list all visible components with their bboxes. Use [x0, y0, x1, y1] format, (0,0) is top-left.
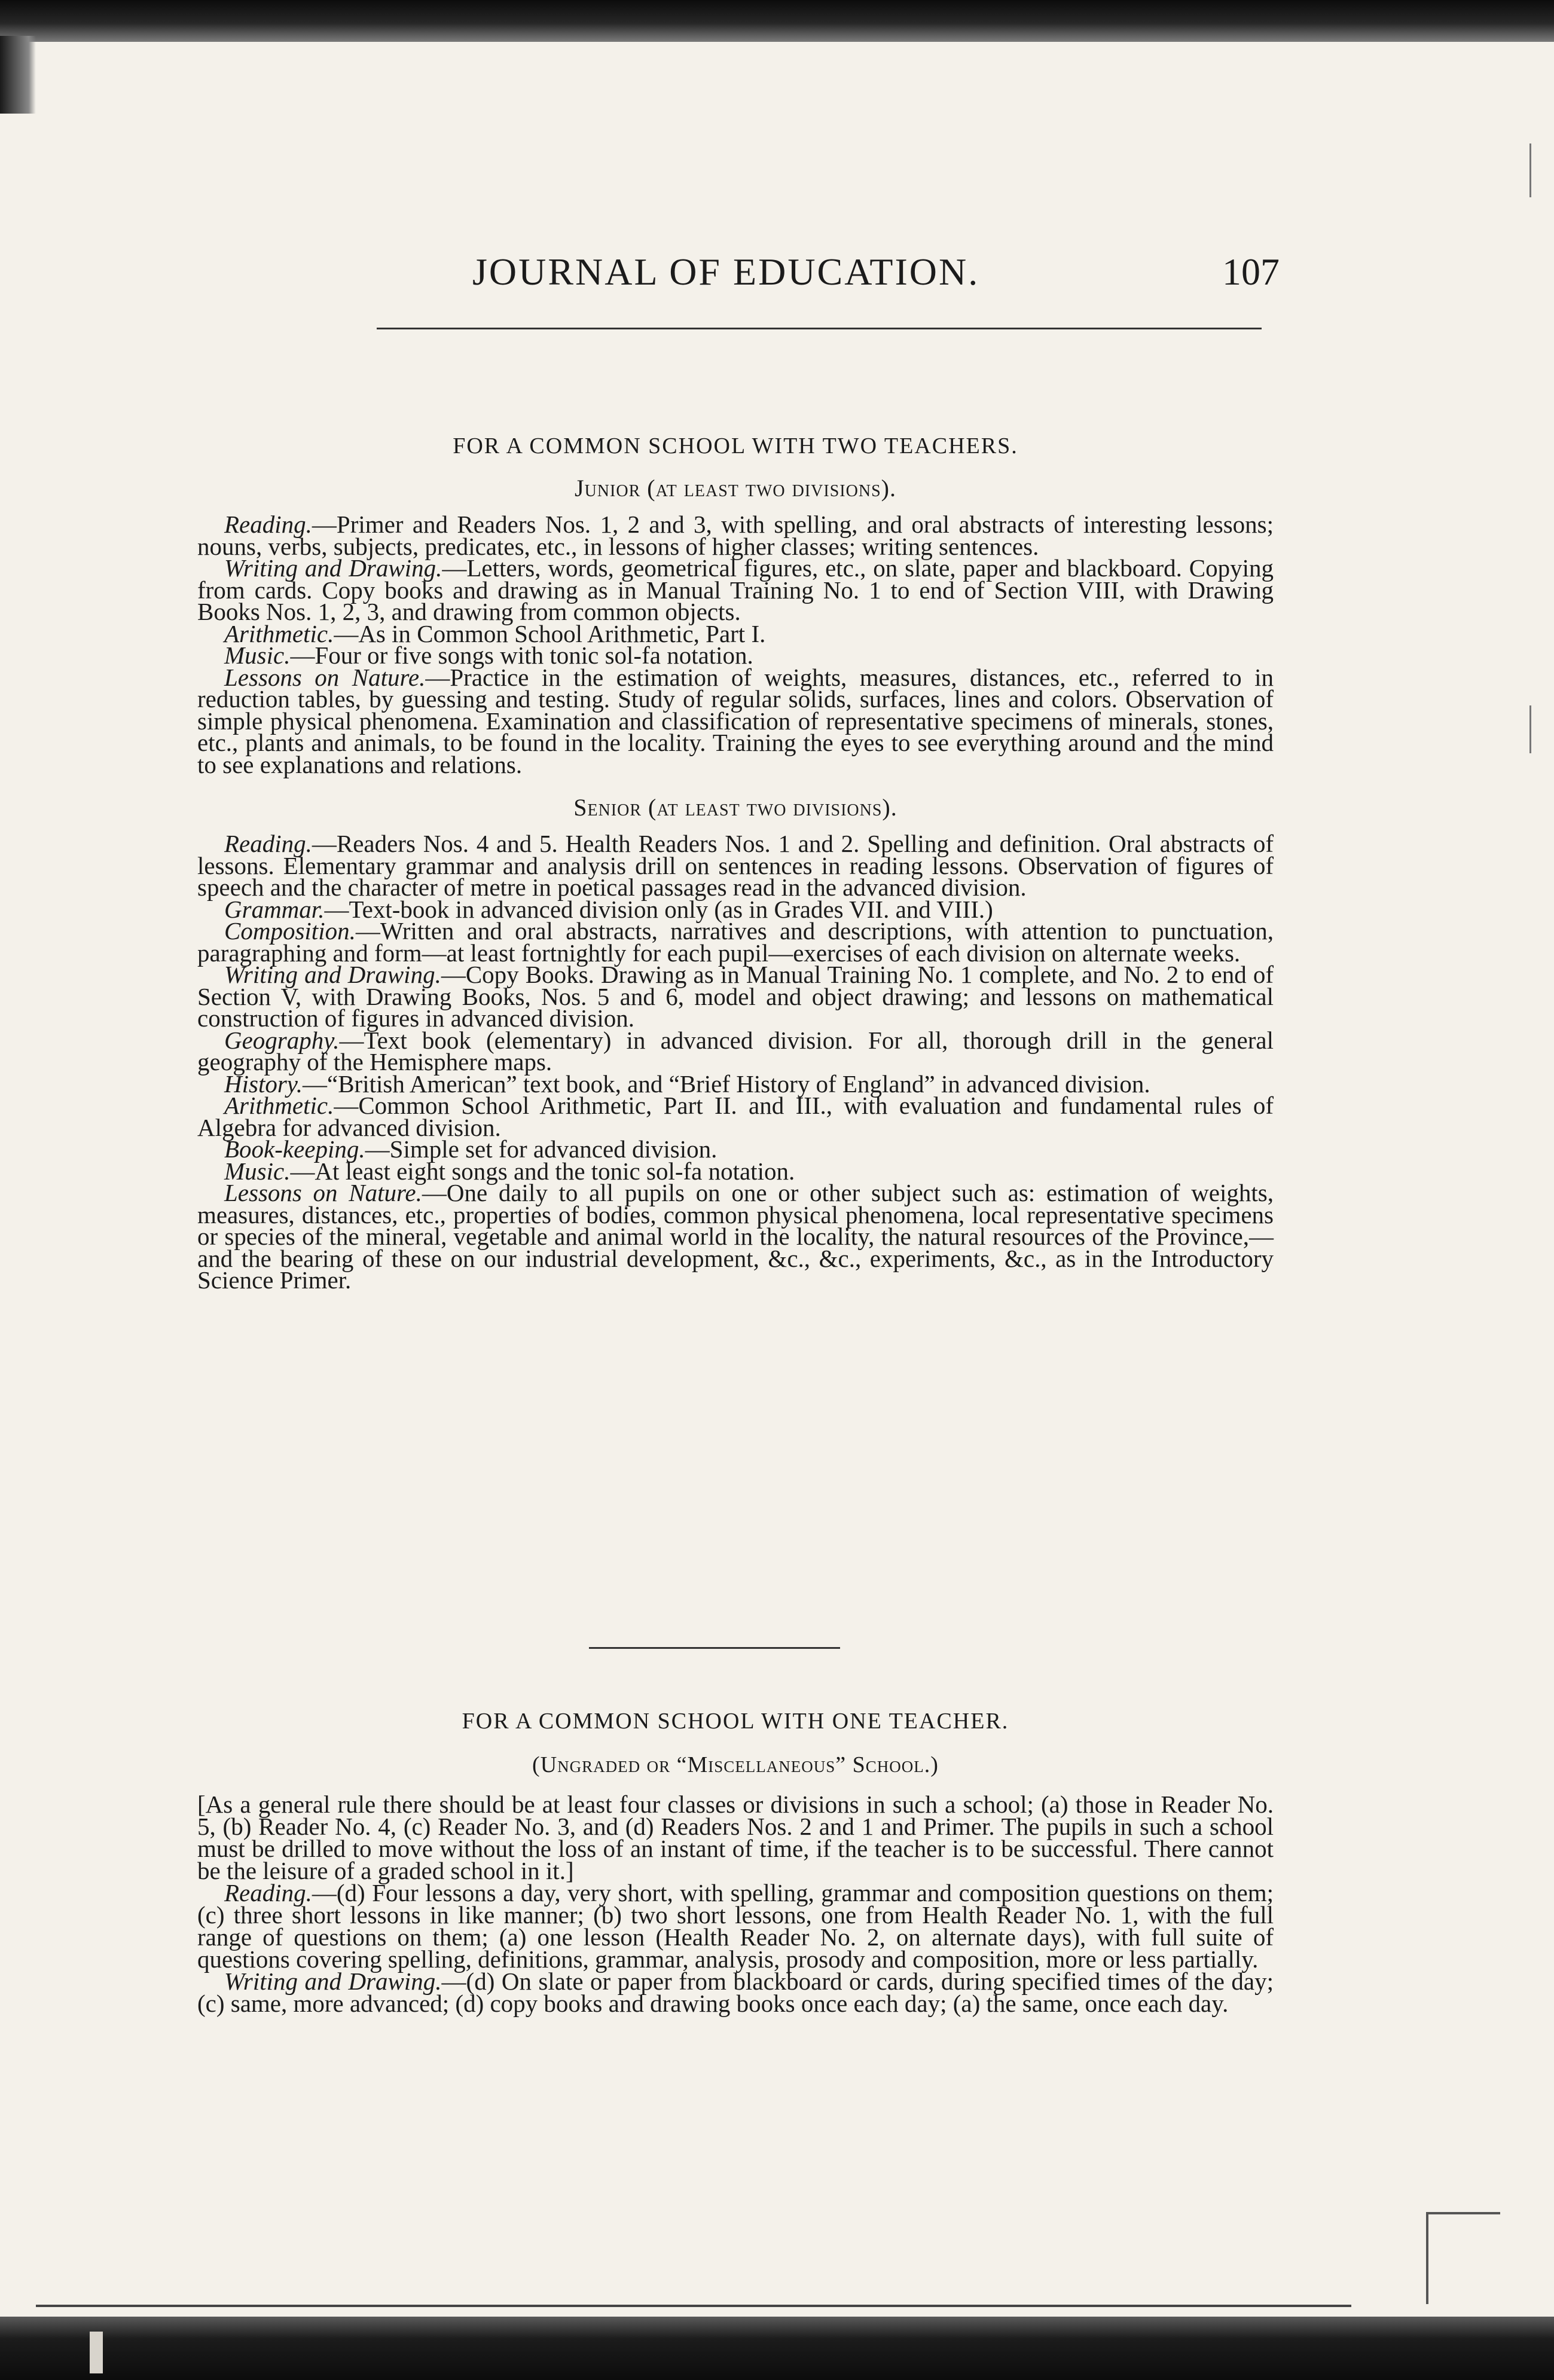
item-label: Writing and Drawing.: [224, 961, 441, 988]
scan-corner-box: [1426, 2212, 1500, 2304]
section-heading: FOR A COMMON SCHOOL WITH ONE TEACHER.: [462, 1709, 1009, 1734]
scan-top-left-shadow: [0, 36, 36, 114]
item-label: Music.: [224, 641, 291, 669]
journal-title: JOURNAL OF EDUCATION.: [472, 250, 980, 293]
item-text: —One daily to all pupils on one or other subject such as: estimation of weights, measures, distances, etc., properties of bodies, common physical phenomena, local representative specimens or species of the mineral, vegetable and animal world in the locality, the natural resources of the Province,—and the bearing of these on our industrial development, &c., &c., experiments, &c., as in the Introductory Science Primer.: [197, 1179, 1274, 1294]
running-header: [454, 250, 1280, 298]
senior-reading: [197, 830, 1274, 901]
section-one-teacher: [197, 1709, 1274, 2015]
item-label: Arithmetic.: [224, 619, 334, 647]
item-text: —(d) On slate or paper from blackboard or cards, during specified times of the day; (c) same, more advanced; (d) copy books and drawing books once each day; (a) the same, once each day.: [197, 1967, 1274, 2017]
item-text: —Primer and Readers Nos. 1, 2 and 3, with spelling, and oral abstracts of interesting lessons; nouns, verbs, subjects, predicates, etc., in lessons of higher classes; writing sentences.: [197, 511, 1274, 560]
margin-mark: [1529, 705, 1531, 753]
senior-subheading: Senior (at least two divisions).: [573, 794, 897, 821]
senior-arithmetic: [197, 1092, 1274, 1141]
item-text: —Practice in the estimation of weights, measures, distances, etc., referred to in reduction tables, by guessing and testing. Study of regular solids, surfaces, lines and colors. Observation of simple physical phenomena. Examination and classification of representative specimens of minerals, stones, etc., plants and animals, to be found in the locality. Training the eyes to see everything around and the mind to see explanations and relations.: [197, 663, 1274, 778]
item-text: —At least eight songs and the tonic sol-fa notation.: [290, 1157, 795, 1185]
item-label: Lessons on Nature.: [224, 1179, 422, 1206]
page-number: 107: [1222, 250, 1280, 293]
one-teacher-writing-drawing: [197, 1967, 1274, 2017]
item-text: —Copy Books. Drawing as in Manual Training No. 1 complete, and No. 2 to end of Section V, with Drawing Books, Nos. 5 and 6, model and object drawing; and lessons on mathematical construction of figures in advanced division.: [197, 961, 1274, 1032]
item-label: Reading.: [224, 830, 312, 857]
item-label: Writing and Drawing.: [224, 1967, 442, 1995]
scan-top-border: [0, 0, 1554, 42]
item-text: —Readers Nos. 4 and 5. Health Readers Nos. 1 and 2. Spelling and definition. Oral abstracts of lessons. Elementary grammar and analysis drill on sentences in reading lessons. Observation of figures of speech and the character of metre in poetical passages read in the advanced division.: [197, 830, 1274, 901]
item-text: —As in Common School Arithmetic, Part I.: [334, 619, 766, 647]
senior-geography: [197, 1026, 1274, 1076]
item-text: —Simple set for advanced division.: [365, 1135, 718, 1163]
section-subheading: (Ungraded or “Miscellaneous” School.): [532, 1752, 939, 1777]
section-intro: [As a general rule there should be at least four classes or divisions in such a school; (a) those in Reader No. 5, (b) Reader No. 4, (c) Reader No. 3, and (d) Readers Nos. 2 and 1 and Primer. The pupils in such a school must be drilled to move without the loss of an instant of time, if the teacher is to be successful. There cannot be the leisure of a graded school in it.]: [197, 1791, 1274, 1884]
junior-writing-drawing: [197, 554, 1274, 625]
junior-lessons-on-nature: [197, 663, 1274, 778]
item-text: —Written and oral abstracts, narratives and descriptions, with attention to punctuation, paragraphing and form—at least fortnightly for each pupil—exercises of each division on alternate weeks.: [197, 917, 1274, 967]
margin-mark: [1529, 143, 1531, 197]
scan-bottom-border: [0, 2317, 1554, 2380]
item-label: Reading.: [224, 1879, 312, 1907]
item-text: —Text-book in advanced division only (as in Grades VII. and VIII.): [324, 895, 993, 923]
item-label: Reading.: [224, 511, 312, 538]
scan-bottom-rule: [36, 2305, 1351, 2307]
item-label: Composition.: [224, 917, 356, 945]
junior-subheading: Junior (at least two divisions).: [575, 475, 896, 502]
item-label: Lessons on Nature.: [224, 663, 426, 691]
item-text: —Text book (elementary) in advanced division. For all, thorough drill in the general geography of the Hemisphere maps.: [197, 1026, 1274, 1076]
item-label: Book-keeping.: [224, 1135, 365, 1163]
senior-lessons-on-nature: [197, 1179, 1274, 1294]
item-label: Geography.: [224, 1026, 340, 1054]
scan-bottom-gap: [90, 2332, 103, 2373]
one-teacher-reading: [197, 1879, 1274, 1973]
item-label: Grammar.: [224, 895, 325, 923]
item-label: Arithmetic.: [224, 1092, 334, 1119]
item-text: —Letters, words, geometrical figures, etc., on slate, paper and blackboard. Copying from cards. Copy books and drawing as in Manual Training No. 1 to end of Section VIII, with Drawing Books Nos. 1, 2, 3, and drawing from common objects.: [197, 554, 1274, 625]
item-text: —Four or five songs with tonic sol-fa notation.: [290, 641, 753, 669]
item-text: —“British American” text book, and “Brief History of England” in advanced division.: [303, 1070, 1150, 1098]
senior-writing-drawing: [197, 961, 1274, 1032]
item-label: Music.: [224, 1157, 291, 1185]
senior-composition: [197, 917, 1274, 967]
item-text: —Common School Arithmetic, Part II. and III., with evaluation and fundamental rules of Algebra for advanced division.: [197, 1092, 1274, 1141]
section-two-teachers: [197, 433, 1274, 1294]
item-label: History.: [224, 1070, 303, 1098]
item-text: —(d) Four lessons a day, very short, with spelling, grammar and composition questions on them; (c) three short lessons in like manner; (b) two short lessons, one from Health Reader No. 1, with the full range of questions on them; (a) one lesson (Health Reader No. 2, on alternate days), with full suite of questions covering spelling, definitions, grammar, analysis, prosody and composition, more or less partially.: [197, 1879, 1274, 1973]
junior-reading: [197, 511, 1274, 560]
header-rule: [377, 328, 1262, 329]
item-label: Writing and Drawing.: [224, 554, 442, 582]
section-heading: FOR A COMMON SCHOOL WITH TWO TEACHERS.: [453, 433, 1018, 459]
section-divider: [589, 1647, 840, 1649]
